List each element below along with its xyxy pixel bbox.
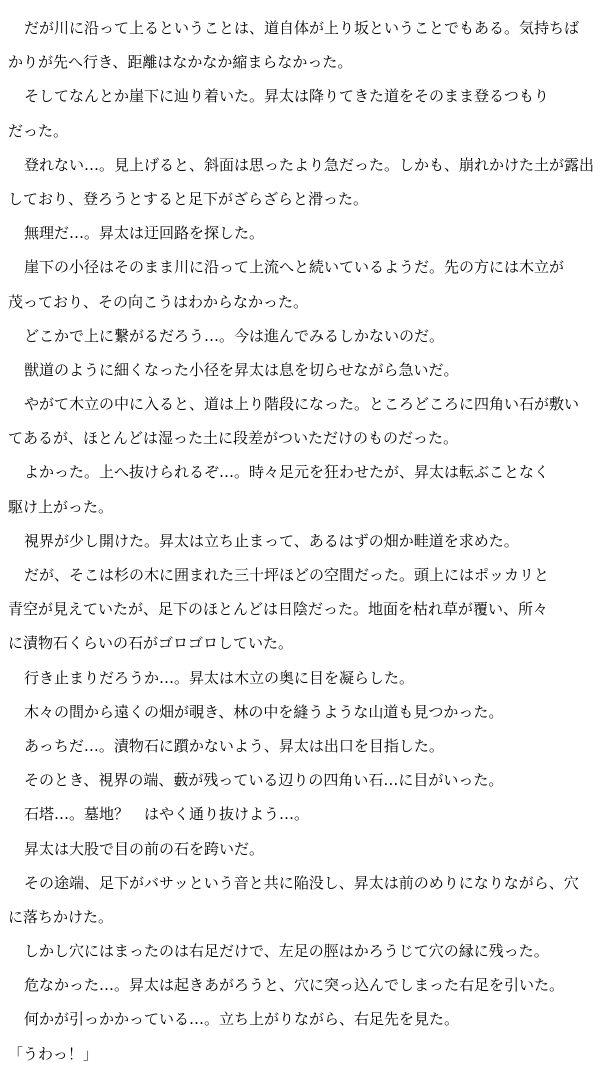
text-line: だが、そこは杉の木に囲まれた三十坪ほどの空間だった。頭上にはポッカリと bbox=[24, 566, 550, 584]
text-line: かりが先へ行き、距離はなかなか縮まらなかった。 bbox=[8, 53, 353, 72]
text-line: 昇太は大股で目の前の石を跨いだ。 bbox=[24, 839, 265, 858]
text-line: 石塔…。墓地？ はやく通り抜けよう…。 bbox=[24, 805, 310, 824]
text-line: 木々の間から遠くの畑が覗き、林の中を縫うような山道も見つかった。 bbox=[24, 702, 504, 721]
text-line: 登れない…。見上げると、斜面は思ったより急だった。しかも、崩れかけた土が露出 bbox=[24, 155, 595, 174]
text-line: そしてなんとか崖下に辿り着いた。昇太は降りてきた道をそのまま登るつもり bbox=[24, 87, 549, 106]
text-line: 無理だ…。昇太は迂回路を探した。 bbox=[24, 224, 265, 243]
text-line: 駆け上がった。 bbox=[8, 497, 114, 516]
text-line: その途端、足下がバサッという音と共に陥没し、昇太は前のめりになりながら、穴 bbox=[24, 873, 579, 892]
text-line: あっちだ…。漬物石に躓かないよう、昇太は出口を目指した。 bbox=[24, 736, 444, 755]
text-line: 崖下の小径はそのまま川に沿って上流へと続いているようだ。先の方には木立が bbox=[24, 258, 565, 277]
text-line: 危なかった…。昇太は起きあがろうと、穴に突っ込んでしまった右足を引いた。 bbox=[24, 976, 565, 995]
text-line: やがて木立の中に入ると、道は上り階段になった。ところどころに四角い石が敷い bbox=[24, 395, 580, 414]
text-line: てあるが、ほとんどは湿った土に段差がついただけのものだった。 bbox=[8, 429, 459, 448]
text-line: に落ちかけた。 bbox=[8, 907, 114, 926]
text-line: 茂っており、その向こうはわからなかった。 bbox=[8, 292, 309, 311]
dialogue-line: 「うわっ！」 bbox=[8, 1044, 98, 1063]
text-line: どこかで上に繋がるだろう…。今は進んでみるしかないのだ。 bbox=[24, 326, 445, 345]
text-line: 何かが引っかかっている…。立ち上がりながら、右足先を見た。 bbox=[24, 1010, 460, 1029]
text-line: に漬物石くらいの石がゴロゴロしていた。 bbox=[8, 634, 294, 653]
text-line: しており、登ろうとすると足下がざらざらと滑った。 bbox=[8, 189, 369, 208]
text-line: よかった。上へ抜けられるぞ…。時々足元を狂わせたが、昇太は転ぶことなく bbox=[24, 463, 550, 482]
text-line: だった。 bbox=[8, 121, 69, 140]
text-line: そのとき、視界の端、藪が残っている辺りの四角い石…に目がいった。 bbox=[24, 771, 504, 790]
text-line: しかし穴にはまったのは右足だけで、左足の脛はかろうじて穴の縁に残った。 bbox=[24, 942, 549, 961]
text-line: だが川に沿って上るということは、道自体が上り坂ということでもある。気持ちば bbox=[24, 19, 580, 37]
text-line: 行き止まりだろうか…。昇太は木立の奥に目を凝らした。 bbox=[24, 668, 415, 687]
text-line: 視界が少し開けた。昇太は立ち止まって、あるはずの畑か畦道を求めた。 bbox=[24, 531, 519, 550]
text-line: 獣道のように細くなった小径を昇太は息を切らせながら急いだ。 bbox=[24, 360, 459, 379]
text-line: 青空が見えていたが、足下のほとんどは日陰だった。地面を枯れ草が覆い、所々 bbox=[8, 600, 549, 619]
